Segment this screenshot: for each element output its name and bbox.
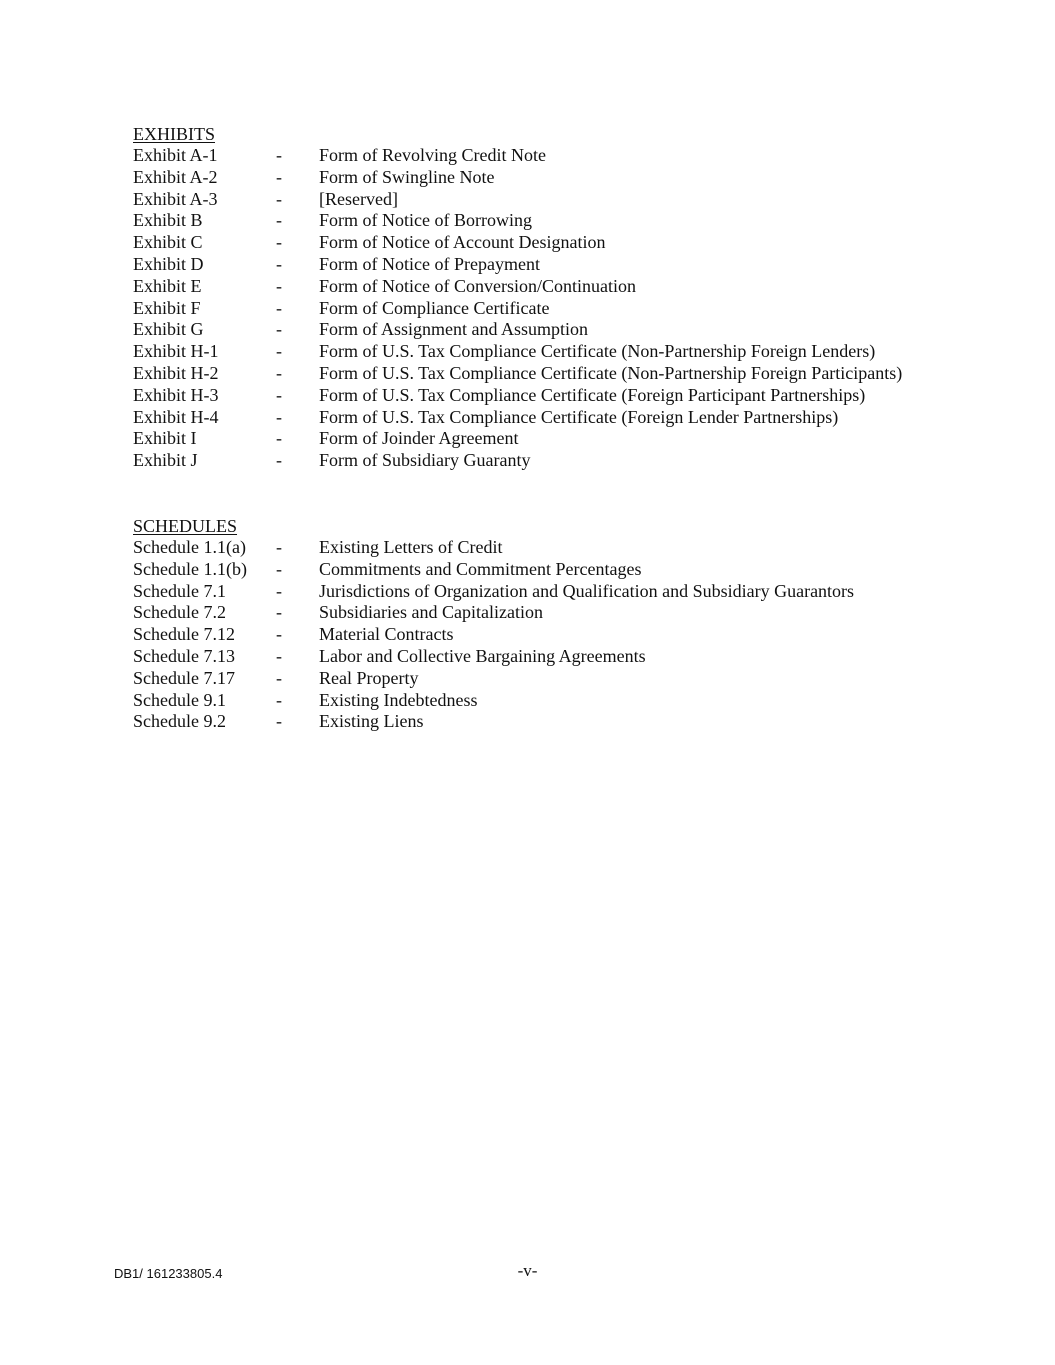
list-item [133,602,1013,624]
list-item [133,690,1013,712]
item-dash: - [276,297,282,318]
exhibits-heading: EXHIBITS [133,124,215,144]
item-description: Form of U.S. Tax Compliance Certificate (Non-Partnership Foreign Participants) [319,362,903,383]
schedules-section [133,515,1013,733]
list-item [133,581,1013,603]
item-description: Labor and Collective Bargaining Agreements [319,645,646,666]
item-dash: - [276,645,282,666]
footer-document-id: DB1/ 161233805.4 [114,1266,223,1281]
item-description: [Reserved] [319,188,398,209]
item-description: Form of Subsidiary Guaranty [319,450,531,471]
list-item [133,254,1013,276]
exhibits-section [133,123,1013,472]
item-id: Schedule 7.12 [133,624,235,645]
item-id: Exhibit D [133,253,204,274]
list-item [133,189,1013,211]
item-id: Exhibit E [133,275,202,296]
list-item [133,537,1013,559]
footer-page-number: -v- [517,1261,538,1280]
item-description: Form of Assignment and Assumption [319,319,589,340]
item-dash: - [276,406,282,427]
item-id: Exhibit B [133,210,203,231]
list-item [133,624,1013,646]
list-item [133,298,1013,320]
list-item [133,559,1013,581]
item-dash: - [276,319,282,340]
item-dash: - [276,667,282,688]
item-dash: - [276,362,282,383]
item-id: Exhibit C [133,232,203,253]
item-description: Existing Letters of Credit [319,537,503,557]
item-id: Exhibit H-1 [133,341,219,362]
item-dash: - [276,428,282,449]
item-id: Exhibit A-2 [133,166,218,187]
item-dash: - [276,537,282,557]
list-item [133,711,1013,733]
list-item [133,276,1013,298]
item-id: Exhibit A-1 [133,145,218,165]
item-description: Subsidiaries and Capitalization [319,602,543,623]
list-item [133,385,1013,407]
list-item [133,363,1013,385]
item-description: Form of Notice of Prepayment [319,253,540,274]
schedules-heading: SCHEDULES [133,516,238,536]
item-id: Exhibit J [133,450,198,471]
list-item [133,646,1013,668]
item-id: Schedule 7.2 [133,602,226,623]
exhibits-list [133,145,1013,472]
list-item [133,167,1013,189]
item-description: Form of Revolving Credit Note [319,145,546,165]
item-id: Schedule 7.13 [133,645,235,666]
item-id: Exhibit G [133,319,204,340]
list-item [133,407,1013,429]
list-item [133,232,1013,254]
item-description: Form of U.S. Tax Compliance Certificate (Foreign Participant Partnerships) [319,384,866,405]
item-dash: - [276,188,282,209]
list-item [133,319,1013,341]
item-id: Schedule 9.2 [133,711,226,732]
item-description: Form of Compliance Certificate [319,297,550,318]
list-item [133,668,1013,690]
item-description: Material Contracts [319,624,454,645]
item-id: Schedule 7.17 [133,667,235,688]
item-dash: - [276,602,282,623]
item-id: Exhibit A-3 [133,188,218,209]
item-id: Schedule 7.1 [133,580,226,601]
item-description: Jurisdictions of Organization and Qualification and Subsidiary Guarantors [319,580,855,601]
schedules-list [133,537,1013,733]
item-dash: - [276,450,282,471]
item-dash: - [276,232,282,253]
item-dash: - [276,166,282,187]
item-dash: - [276,384,282,405]
item-id: Exhibit F [133,297,201,318]
list-item [133,341,1013,363]
item-dash: - [276,253,282,274]
item-description: Form of Swingline Note [319,166,495,187]
item-dash: - [276,711,282,732]
item-description: Form of Notice of Conversion/Continuation [319,275,636,296]
item-description: Existing Liens [319,711,424,732]
item-dash: - [276,558,282,579]
item-id: Schedule 1.1(b) [133,558,247,579]
item-dash: - [276,341,282,362]
item-id: Exhibit I [133,428,197,449]
item-id: Schedule 1.1(a) [133,537,246,557]
item-id: Schedule 9.1 [133,689,226,710]
item-description: Form of Notice of Account Designation [319,232,606,253]
list-item [133,450,1013,472]
list-item [133,210,1013,232]
list-item [133,145,1013,167]
item-dash: - [276,210,282,231]
item-id: Exhibit H-3 [133,384,219,405]
item-id: Exhibit H-2 [133,362,219,383]
item-dash: - [276,580,282,601]
item-description: Form of Notice of Borrowing [319,210,532,231]
item-description: Real Property [319,667,419,688]
item-description: Form of U.S. Tax Compliance Certificate (Non-Partnership Foreign Lenders) [319,341,876,362]
item-dash: - [276,689,282,710]
item-dash: - [276,275,282,296]
list-item [133,428,1013,450]
item-description: Form of Joinder Agreement [319,428,519,449]
item-id: Exhibit H-4 [133,406,219,427]
item-dash: - [276,145,282,165]
item-description: Form of U.S. Tax Compliance Certificate (Foreign Lender Partnerships) [319,406,839,427]
item-description: Commitments and Commitment Percentages [319,558,642,579]
item-description: Existing Indebtedness [319,689,478,710]
item-dash: - [276,624,282,645]
